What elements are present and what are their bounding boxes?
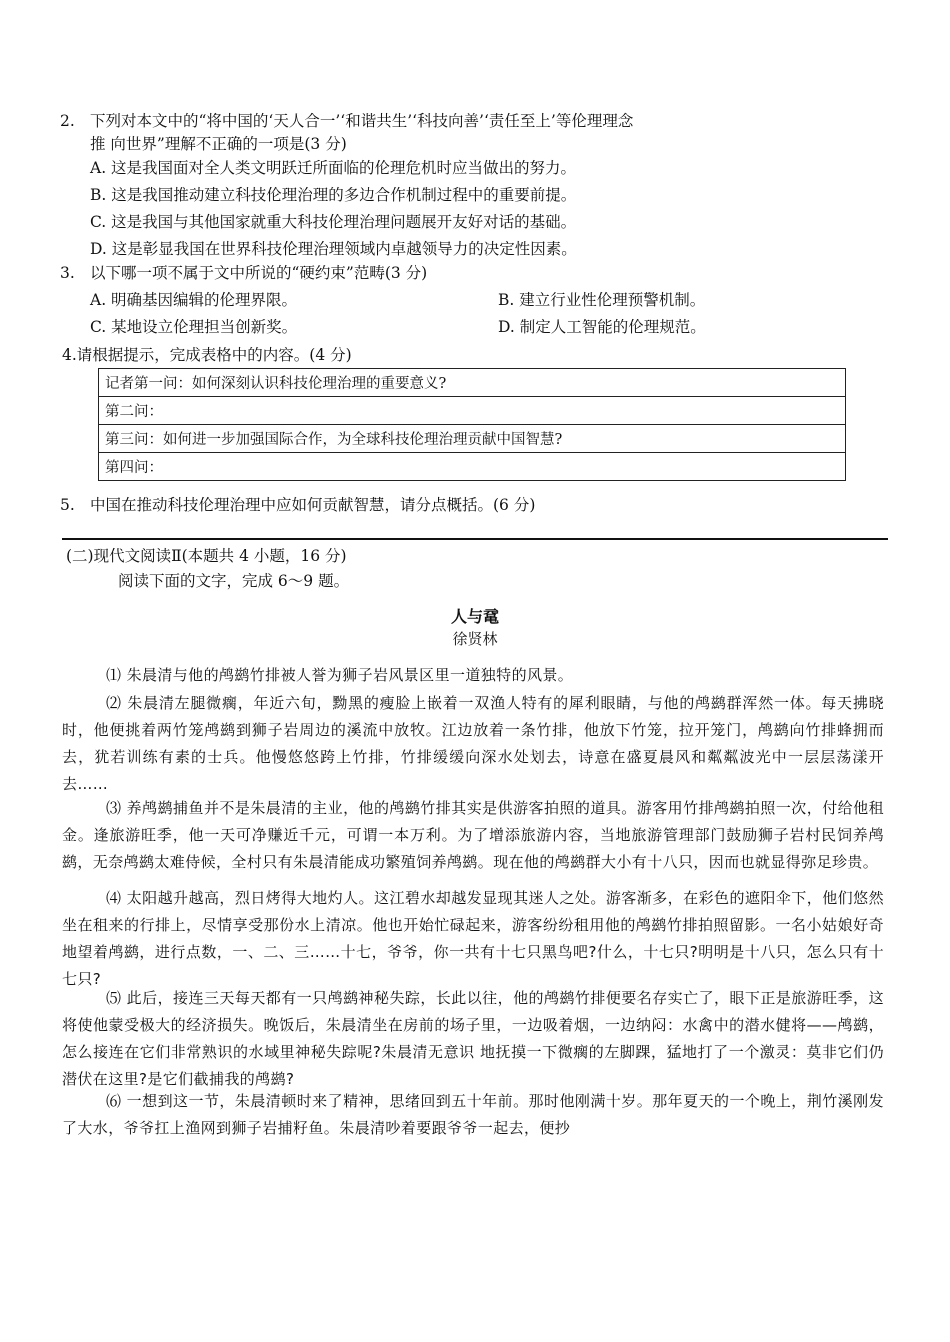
q3-number: 3. bbox=[60, 264, 75, 282]
q5-stem bbox=[60, 494, 890, 517]
q2-number: 2. bbox=[60, 112, 75, 130]
article-paragraph-6: ⑹ 一想到这一节，朱晨清顿时来了精神，思绪回到五十年前。那时他刚满十岁。那年夏天的一个晚上，荆竹溪刚发了大水，爷爷扛上渔网到狮子岩捕籽鱼。朱晨清吵着要跟爷爷一起去，便抄 bbox=[62, 1092, 884, 1137]
q2-option-d[interactable]: D. 这是彰显我国在世界科技伦理治理领域内卓越领导力的决定性因素。 bbox=[90, 240, 577, 258]
article-paragraph-4: ⑷ 太阳越升越高，烈日烤得大地灼人。这江碧水却越发显现其迷人之处。游客渐多，在彩色的遮阳伞下，他们悠然坐在租来的行排上，尽情享受那份水上清凉。他也开始忙碌起来，游客纷纷租用他的鸬鹚竹排拍照留影。一名小姑娘好奇地望着鸬鹚，进行点数，一、二、三……十七，爷爷，你一共有十七只黑鸟吧?什么，十七只?明明是十八只，怎么只有十七只? bbox=[62, 889, 884, 988]
q2-stem-line1 bbox=[60, 110, 890, 133]
q2-stem-text: 下列对本文中的“将中国的‘天人合一’‘和谐共生’‘科技向善’‘责任至上’等伦理理念 bbox=[90, 112, 634, 130]
article-title: 人与鼋 bbox=[450, 607, 499, 626]
q3-option-d[interactable]: D. 制定人工智能的伦理规范。 bbox=[498, 318, 706, 336]
q3-option-c[interactable]: C. 某地设立伦理担当创新奖。 bbox=[90, 318, 298, 336]
q4-stem: 4.请根据提示，完成表格中的内容。(4 分) bbox=[62, 346, 352, 364]
article-author: 徐贤林 bbox=[452, 630, 498, 648]
q3-option-b[interactable]: B. 建立行业性伦理预警机制。 bbox=[498, 291, 706, 309]
q3-option-a[interactable]: A. 明确基因编辑的伦理界限。 bbox=[90, 291, 298, 309]
q4-interview-table bbox=[98, 368, 846, 481]
q2-option-a[interactable]: A. 这是我国面对全人类文明跃迁所面临的伦理危机时应当做出的努力。 bbox=[90, 159, 577, 177]
q4-row-4[interactable]: 第四问： bbox=[99, 453, 846, 481]
q2-option-b[interactable]: B. 这是我国推动建立科技伦理治理的多边合作机制过程中的重要前提。 bbox=[90, 186, 577, 204]
article-paragraph-2: ⑵ 朱晨清左腿微瘸，年近六旬，黝黑的瘦脸上嵌着一双渔人特有的犀利眼睛，与他的鸬鹚群浑然一体。每天拂晓时，他便挑着两竹笼鸬鹚到狮子岩周边的溪流中放牧。江边放着一条竹排，他放下竹笼，拉开笼门，鸬鹚向竹排蜂拥而去，犹若训练有素的士兵。他慢悠悠跨上竹排，竹排缓缓向深水处划去，诗意在盛夏晨风和粼粼波光中一层层荡漾开去…… bbox=[62, 694, 884, 793]
q5-stem-text: 中国在推动科技伦理治理中应如何贡献智慧，请分点概括。(6 分) bbox=[90, 496, 536, 514]
article-paragraph-5: ⑸ 此后，接连三天每天都有一只鸬鹚神秘失踪，长此以往，他的鸬鹚竹排便要名存实亡了，眼下正是旅游旺季，这将使他蒙受极大的经济损失。晚饭后，朱晨清坐在房前的场子里，一边吸着烟，一边纳闷：水禽中的潜水健将——鸬鹚，怎么接连在它们非常熟识的水域里神秘失踪呢?朱晨清无意识 地抚摸一下微瘸的左脚踝，猛地打了一个激灵：莫非它们仍潜伏在这里?是它们截捕我的鸬鹚? bbox=[62, 989, 884, 1088]
q4-row-2[interactable]: 第二问： bbox=[99, 397, 846, 425]
q3-stem bbox=[60, 262, 890, 285]
q4-row-3: 第三问：如何进一步加强国际合作，为全球科技伦理治理贡献中国智慧? bbox=[99, 425, 846, 453]
article-paragraph-1: ⑴ 朱晨清与他的鸬鹚竹排被人誉为狮子岩风景区里一道独特的风景。 bbox=[106, 666, 574, 684]
q4-row-1: 记者第一问：如何深刻认识科技伦理治理的重要意义? bbox=[99, 369, 846, 397]
q2-stem-line2: 推 向世界”理解不正确的一项是(3 分) bbox=[90, 135, 347, 153]
q3-stem-text: 以下哪一项不属于文中所说的“硬约束”范畴(3 分) bbox=[90, 264, 428, 282]
section-divider bbox=[62, 538, 888, 540]
q2-option-c[interactable]: C. 这是我国与其他国家就重大科技伦理治理问题展开友好对话的基础。 bbox=[90, 213, 577, 231]
section-instructions: 阅读下面的文字，完成 6～9 题。 bbox=[118, 572, 350, 590]
article-paragraph-3: ⑶ 养鸬鹚捕鱼并不是朱晨清的主业，他的鸬鹚竹排其实是供游客拍照的道具。游客用竹排鸬鹚拍照一次，付给他租金。逢旅游旺季，他一天可净赚近千元，可谓一本万利。为了增添旅游内容，当地旅游管理部门鼓励狮子岩村民饲养鸬鹚，无奈鸬鹚太难侍候，全村只有朱晨清能成功繁殖饲养鸬鹚。现在他的鸬鹚群大小有十八只，因而也就显得弥足珍贵。 bbox=[62, 799, 884, 871]
section-heading: (二)现代文阅读Ⅱ(本题共 4 小题，16 分) bbox=[66, 547, 347, 565]
q5-number: 5. bbox=[60, 496, 75, 514]
